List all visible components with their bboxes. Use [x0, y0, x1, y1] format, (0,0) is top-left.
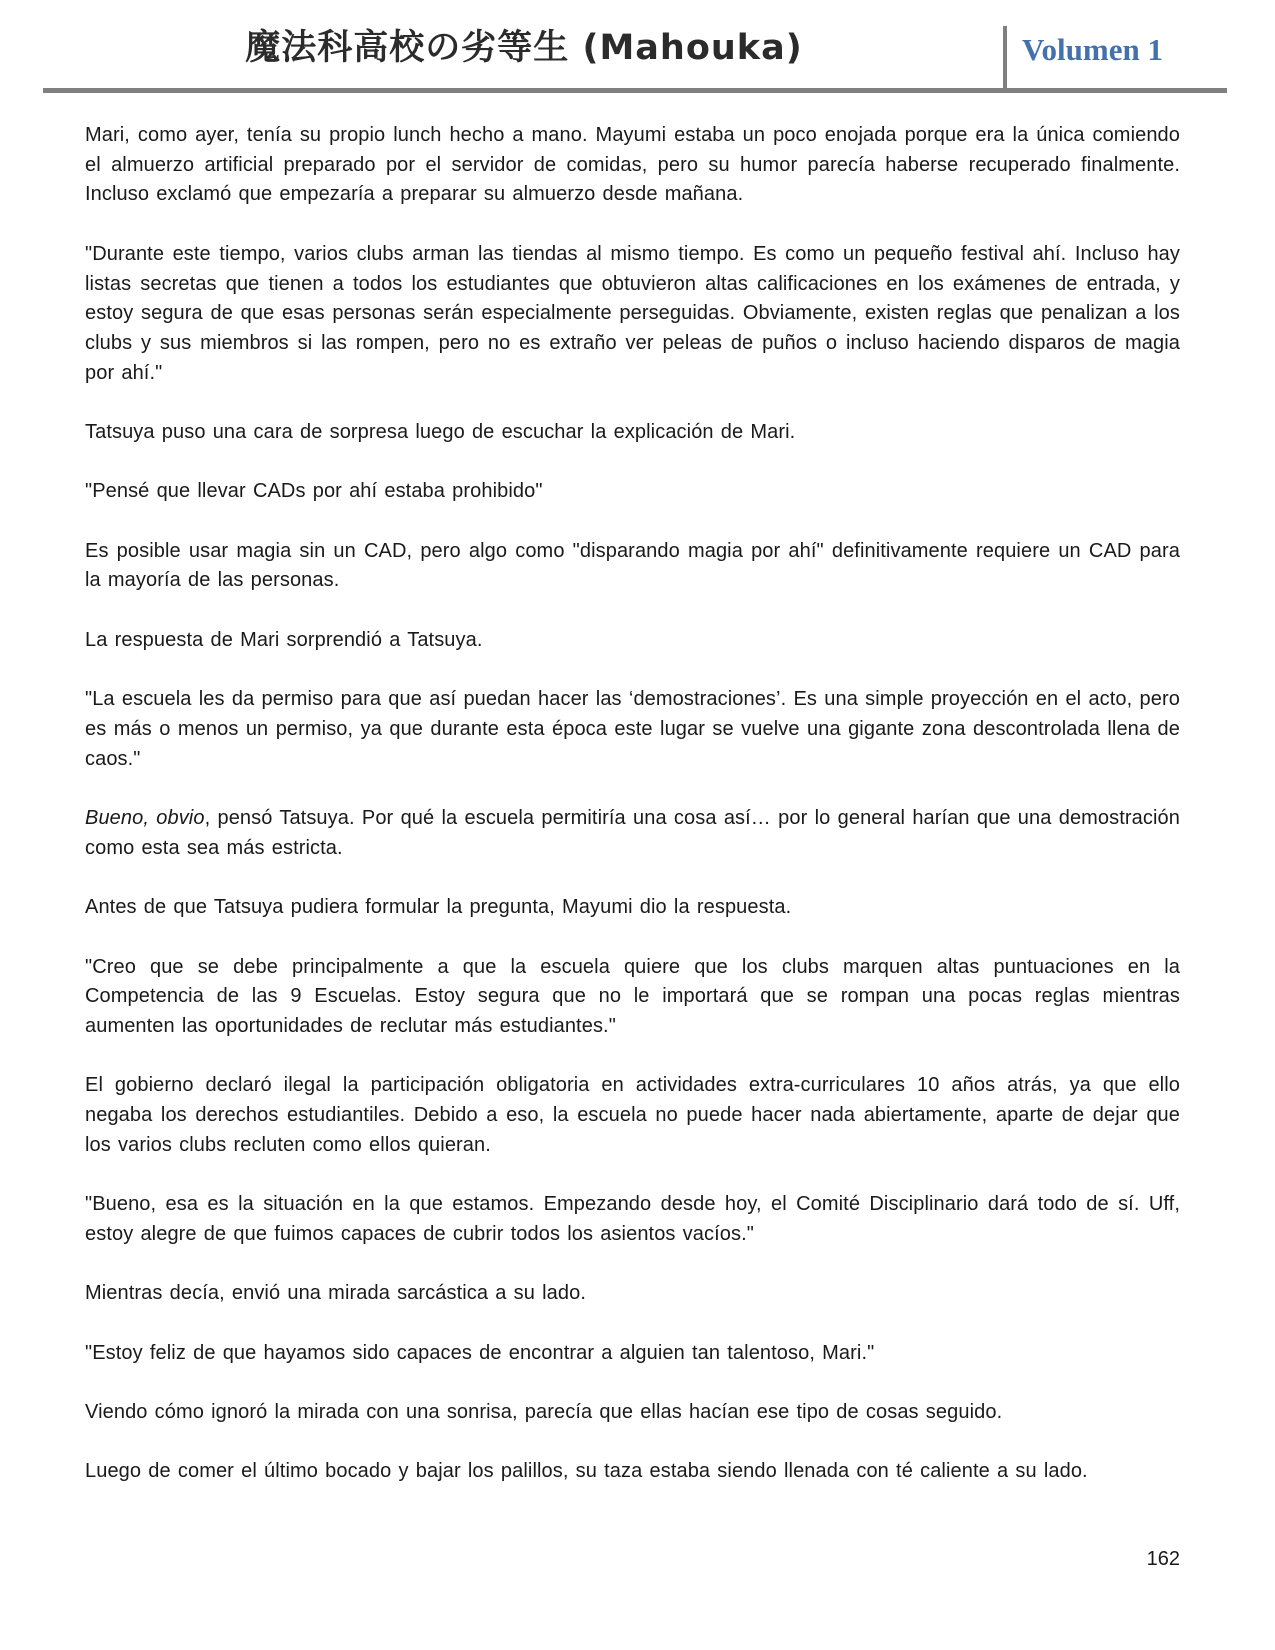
page-body — [85, 93, 1180, 1487]
paragraph: "Estoy feliz de que hayamos sido capaces de encontrar a alguien tan talentoso, Mari." — [85, 1341, 875, 1364]
paragraph: Bueno, obvio, pensó Tatsuya. Por qué la escuela permitiría una cosa así… por lo general harían que una demostración como esta sea más estricta. — [85, 807, 1180, 859]
paragraph-italic-lead: Bueno, obvio — [85, 807, 205, 830]
page-header — [0, 0, 1275, 93]
paragraph: Es posible usar magia sin un CAD, pero algo como "disparando magia por ahí" definitivamente requiere un CAD para la mayoría de las personas. — [85, 539, 1180, 592]
paragraph: "Pensé que llevar CADs por ahí estaba prohibido" — [85, 480, 543, 503]
paragraph: "Bueno, esa es la situación en la que estamos. Empezando desde hoy, el Comité Disciplinario dará todo de sí. Uff, estoy alegre de que fuimos capaces de cubrir todos los asientos vacíos." — [85, 1193, 1180, 1245]
header-divider — [1003, 26, 1007, 88]
paragraph: Viendo cómo ignoró la mirada con una sonrisa, parecía que ellas hacían ese tipo de cosas seguido. — [85, 1401, 1003, 1424]
paragraph: "La escuela les da permiso para que así puedan hacer las ‘demostraciones’. Es una simple proyección en el acto, pero es más o menos un permiso, ya que durante esta época este lugar se vuelve una gigante zona descontrolada llena de caos." — [85, 688, 1180, 770]
paragraph: La respuesta de Mari sorprendió a Tatsuya. — [85, 628, 483, 651]
paragraph: Tatsuya puso una cara de sorpresa luego de escuchar la explicación de Mari. — [85, 421, 796, 443]
paragraph: El gobierno declaró ilegal la participación obligatoria en actividades extra-curriculares 10 años atrás, ya que ello negaba los derechos estudiantiles. Debido a eso, la escuela no puede hacer nada abiertamente, aparte de dejar que los varios clubs recluten como ellos quieran. — [85, 1074, 1180, 1156]
paragraph: Mari, como ayer, tenía su propio lunch hecho a mano. Mayumi estaba un poco enojada porque era la única comiendo el almuerzo artificial preparado por el servidor de comidas, pero su humor parecía haberse recuperado finalmente. Incluso exclamó que empezaría a preparar su almuerzo desde mañana. — [85, 124, 1180, 206]
document-title: 魔法科高校の劣等生 (Mahouka) — [245, 28, 803, 68]
paragraph: "Creo que se debe principalmente a que la escuela quiere que los clubs marquen altas puntuaciones en la Competencia de las 9 Escuelas. Estoy segura que no le importará que se rompan una pocas reglas mientras aumenten las oportunidades de reclutar más estudiantes." — [85, 955, 1180, 1037]
volume-label: Volumen 1 — [1022, 32, 1163, 67]
paragraph: Antes de que Tatsuya pudiera formular la pregunta, Mayumi dio la respuesta. — [85, 896, 792, 919]
paragraph: "Durante este tiempo, varios clubs arman las tiendas al mismo tiempo. Es como un pequeño festival ahí. Incluso hay listas secretas que tienen a todos los estudiantes que obtuvieron altas calificaciones en los exámenes de entrada, y estoy segura de que esas personas serán especialmente perseguidas. Obviamente, existen reglas que penalizan a los clubs y sus miembros si las rompen, pero no es extraño ver peleas de puños o incluso haciendo disparos de magia por ahí." — [85, 242, 1180, 384]
paragraph: Luego de comer el último bocado y bajar los palillos, su taza estaba siendo llenada con té caliente a su lado. — [85, 1460, 1088, 1483]
paragraph: Mientras decía, envió una mirada sarcástica a su lado. — [85, 1282, 586, 1305]
page-number: 162 — [1146, 1548, 1180, 1570]
